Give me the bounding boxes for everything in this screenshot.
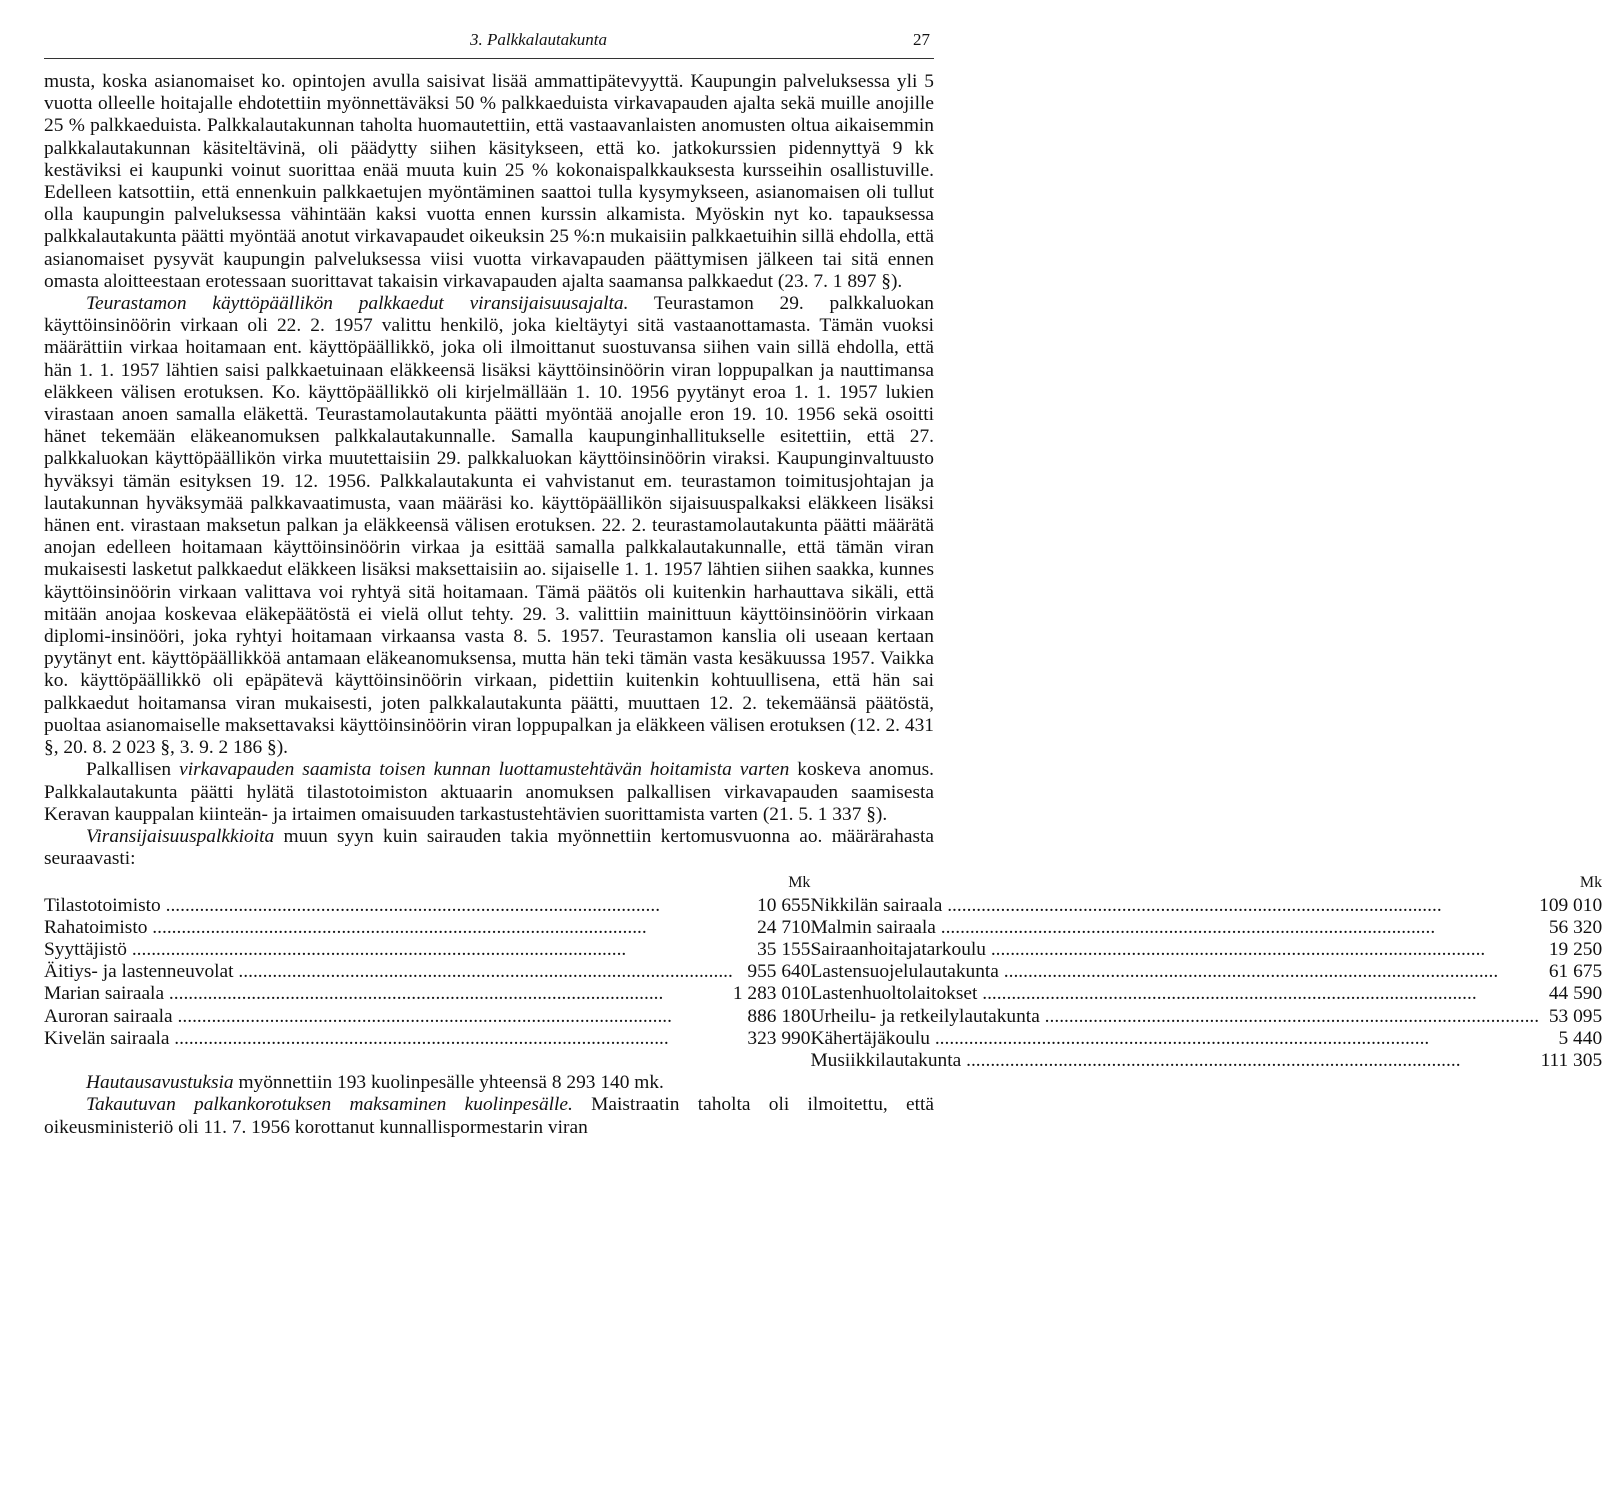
left-item-value: 35 155 <box>757 938 811 960</box>
left-item-label: Auroran sairaala ..... <box>44 1006 733 1028</box>
table-row <box>44 939 1602 961</box>
paragraph-2-text: Teurastamon 29. palkkaluokan käyttöinsinöörin virkaan oli 22. 2. 1957 valittu henkilö, joka kieltäytyi sitä vastaanottamasta. Tämän vuoksi määrättiin virkaa hoitamaan ent. käyttöpäällikkö, joka oli ilmoittanut suostuvansa siihen vain sillä ehdolla, että hän 1. 1. 1957 lähtien saisi palkkaetuinaan eläkkeensä lisäksi käyttöinsinöörin viran loppupalkan ja nauttimansa eläkkeen välisen erotuksen. Ko. käyttöpäällikkö oli kirjelmällään 1. 10. 1956 pyytänyt eroa 1. 1. 1957 lukien virastaan anoen samalla eläkettä. Teurastamolautakunta päätti myöntää anojalle eron 19. 10. 1956 sekä osoitti hänet tekemään eläkeanomuksen palkkalautakunnalle. Samalla kaupunginhallitukselle esitettiin, että 27. palkkaluokan käyttöpäällikön virka muutettaisiin 29. palkkaluokan käyttöinsinöörin viraksi. Kaupunginvaltuusto hyväksyi tämän esityksen 19. 12. 1956. Palkkalautakunta ei vahvistanut em. teurastamon toimitusjohtajan ja lautakunnan hyväksymää palkkavaatimusta, vaan määräsi ko. käyttöpäällikön sijaisuuspalkaksi eläkkeen lisäksi hänen ent. virastaan maksetun palkan ja eläkkeensä välisen erotuksen. 22. 2. teurastamolautakunta päätti määrätä anojan edelleen hoitamaan käyttöinsinöörin virkaa ja esittää samalla palkkalautakunnalle, että tämän viran mukaisesti lasketut palkkaedut eläkkeen lisäksi maksettaisiin ao. sijaiselle 1. 1. 1957 lähtien siihen saakka, kunnes käyttöinsinöörin virkaan valittava voi ryhtyä sitä hoitamaan. Tämä päätös oli kuitenkin harhauttava sikäli, että mitään anojaa koskevaa eläkepäätöstä ei vielä ollut tehty. 29. 3. valittiin mainittuun käyttöinsinöörin virkaan diplomi-insinööri, joka ryhtyi hoitamaan virkaansa vasta 8. 5. 1957. Teurastamon kanslia oli useaan kertaan pyytänyt ent. käyttöpäällikköä antamaan eläkeanomuksensa, mutta hän teki tämän vasta kesäkuussa 1957. Vaikka ko. käyttöpäällikkö oli epäpätevä käyttöinsinöörin virkaan, pidettiin kuitenkin kohtuullisena, että hän sai palkkaedut hoitamansa viran mukaisesti, joten palkkalautakunta päätti, muuttaen 12. 2. tekemäänsä päätöstä, puoltaa asianomaiselle maksettavaksi käyttöinsinöörin viran loppupalkan ja eläkkeen välisen erotuksen (12. 2. 431 §, 20. 8. 2 023 §, 3. 9. 2 186 §). <box>44 293 935 759</box>
left-item-value: 1 283 010 <box>732 983 811 1005</box>
right-item-value: 61 675 <box>1548 961 1602 983</box>
paragraph-6-heading: Takautuvan palkankorotuksen maksaminen kuolinpesälle. <box>86 1094 573 1116</box>
table-row <box>44 1028 1602 1050</box>
paragraph-6-text: Maistraatin taholta oli ilmoitettu, että oikeusministeriö oli 11. 7. 1956 korottanut kunnallispormestarin viran <box>44 1094 934 1138</box>
left-item-value: 323 990 <box>747 1027 811 1049</box>
right-item-label: Lastensuojelulautakunta ..... <box>810 961 1539 983</box>
left-item-label: Äitiys- ja lastenneuvolat ..... <box>44 961 733 983</box>
left-item-value: 955 640 <box>747 961 811 983</box>
left-item-value: 886 180 <box>747 1005 811 1027</box>
right-item-label: Urheilu- ja retkeilylautakunta ..... <box>810 1006 1539 1028</box>
paragraph-1: musta, koska asianomaiset ko. opintojen avulla saisivat lisää ammattipätevyyttä. Kaupungin palveluksessa yli 5 vuotta olleelle hoitajalle ehdotettiin myönnettäväksi 50 % palkkaeduista virkavapauden ajalta sekä muille anojille 25 % palkkaeduista. Palkkalautakunnan taholta huomautettiin, että vastaavanlaisten anomusten oltua aikaisemmin palkkalautakunnan käsiteltävinä, oli päädytty siihen käsitykseen, että ko. jatkokurssien pidennyttyä 9 kk kestäviksi ei kaupunki voinut suorittaa enää muuta kuin 25 % kokonaispalkkauksesta kursseihin osallistuville. Edelleen katsottiin, että ennenkuin palkkaetujen myöntäminen saattoi tulla kysymykseen, asianomaisen oli tullut olla kaupungin palveluksessa vähintään kaksi vuotta ennen kurssin alkamista. Myöskin nyt ko. tapauksessa palkkalautakunta päätti myöntää anotut virkavapaudet oikeuksin 25 %:n mukaisiin palkkaetuihin sillä ehdolla, että asianomaiset pysyvät kaupungin palveluksessa viisi vuotta virkavapauden päättymisen jälkeen tai sitä ennen omasta aloitteestaan erotessaan suorittavat takaisin virkavapauden ajalta saamansa palkkaedut (23. 7. 1 897 §). <box>44 71 934 292</box>
right-item-value: 56 320 <box>1548 916 1602 938</box>
substitute-fees-table <box>44 872 1602 1072</box>
paragraph-3-lead: Palkallisen <box>86 759 180 781</box>
right-item-label: Musiikkilautakunta ..... <box>810 1050 1539 1072</box>
table-row <box>44 1006 1602 1028</box>
chapter-title: 3. Palkkalautakunta <box>470 30 607 49</box>
table-row <box>44 983 1602 1005</box>
right-item-value: 5 440 <box>1558 1027 1602 1049</box>
document-page <box>44 30 1602 1139</box>
table-row <box>44 895 1602 917</box>
running-header <box>44 30 934 59</box>
right-item-label: Nikkilän sairaala ..... <box>810 895 1539 917</box>
left-item-label: Kivelän sairaala ..... <box>44 1028 733 1050</box>
paragraph-3 <box>44 759 934 826</box>
unit-left: Mk <box>788 874 811 892</box>
paragraph-5 <box>44 1072 934 1094</box>
unit-right: Mk <box>1579 874 1602 892</box>
table-row <box>44 917 1602 939</box>
right-item-value: 111 305 <box>1540 1049 1602 1071</box>
paragraph-2 <box>44 293 934 759</box>
table-row <box>44 961 1602 983</box>
document-body <box>44 71 1602 1139</box>
left-item-label: Tilastotoimisto ..... <box>44 895 733 917</box>
left-item-label: Syyttäjistö ..... <box>44 939 733 961</box>
right-item-value: 44 590 <box>1548 983 1602 1005</box>
page-number: 27 <box>913 30 930 49</box>
table-unit-row <box>44 872 1602 894</box>
left-item-label: Marian sairaala ..... <box>44 983 733 1005</box>
paragraph-4-text: muun syyn kuin sairauden takia myönnettiin kertomusvuonna ao. määrärahasta seuraavasti: <box>44 825 934 870</box>
right-item-label: Malmin sairaala ..... <box>810 917 1539 939</box>
left-item-value: 10 655 <box>757 894 811 916</box>
paragraph-5-heading: Hautausavustuksia <box>86 1072 234 1094</box>
right-item-value: 53 095 <box>1548 1005 1602 1027</box>
right-item-value: 109 010 <box>1539 894 1602 916</box>
paragraph-3-heading: virkavapauden saamista toisen kunnan luottamustehtävän hoitamista varten <box>179 759 790 781</box>
paragraph-4-heading: Viransijaisuuspalkkioita <box>86 825 275 847</box>
table-row <box>44 1050 1602 1072</box>
paragraph-3-text: koskeva anomus. Palkkalautakunta päätti hylätä tilastotoimiston aktuaarin anomuksen palkallisen virkavapauden saamisesta Keravan kauppalan kiinteän- ja irtaimen omaisuuden tarkastustehtävien suorittamista varten (21. 5. 1 337 §). <box>44 759 935 825</box>
right-item-value: 19 250 <box>1548 938 1602 960</box>
left-item-label: Rahatoimisto ..... <box>44 917 733 939</box>
right-item-label: Sairaanhoitajatarkoulu ..... <box>810 939 1539 961</box>
paragraph-5-text: myönnettiin 193 kuolinpesälle yhteensä 8 293 140 mk. <box>233 1072 664 1094</box>
paragraph-2-heading: Teurastamon käyttöpäällikön palkkaedut viransijaisuusajalta. <box>86 293 629 315</box>
paragraph-6 <box>44 1094 934 1138</box>
left-item-value: 24 710 <box>757 916 811 938</box>
right-item-label: Kähertäjäkoulu ..... <box>810 1028 1539 1050</box>
right-item-label: Lastenhuoltolaitokset ..... <box>810 983 1539 1005</box>
paragraph-4 <box>44 826 934 870</box>
